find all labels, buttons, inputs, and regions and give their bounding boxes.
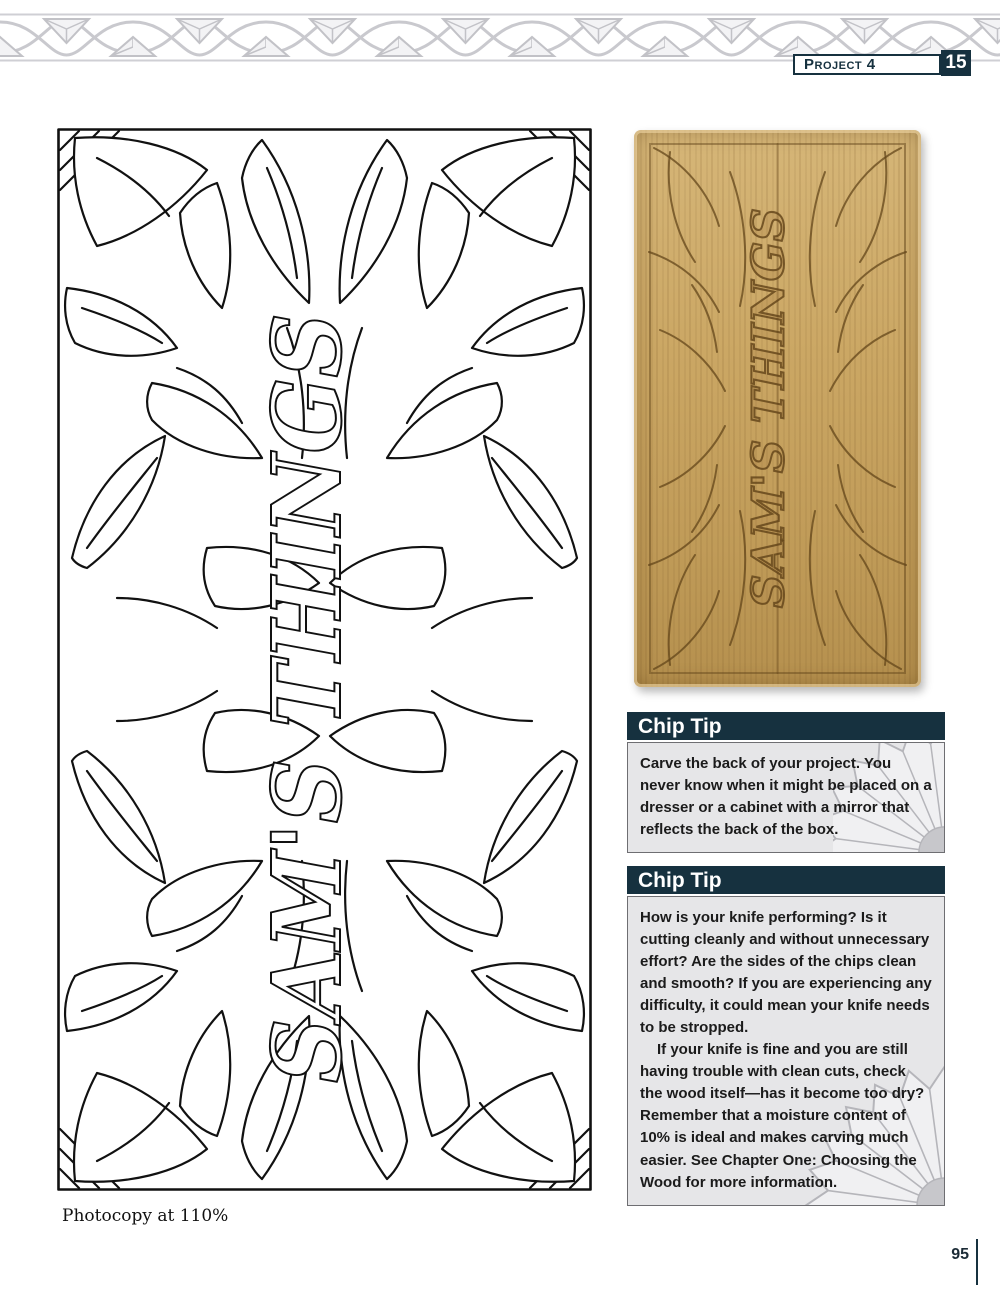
page-badge: 15 — [941, 50, 971, 76]
project-header — [793, 50, 971, 76]
carved-leaves-overlay-icon — [634, 130, 921, 687]
chip-tip-body — [627, 742, 945, 853]
chip-tip-box-1 — [627, 712, 945, 853]
page-number: 95 — [951, 1246, 969, 1263]
pattern-caption: Photocopy at 110% — [62, 1206, 229, 1226]
pattern-figure — [57, 128, 592, 1226]
chip-tip-title: Chip Tip — [627, 712, 945, 742]
project-label-box — [793, 54, 941, 75]
pattern-text: SAM'S THINGS — [251, 263, 363, 1083]
chip-tip-box-2 — [627, 866, 945, 1206]
chip-tip-text: Carve the back of your project. You never know when it might be placed on a dresser or a cabinet with a mirror that reflects the back of the box. — [640, 755, 932, 839]
chip-tip-title: Chip Tip — [627, 866, 945, 896]
page-footer — [951, 1238, 978, 1286]
chip-tip-text: If your knife is fine and you are still having trouble with clean cuts, check the wood itself—has it become too dry? Remember that a moisture content of 10% is ideal and makes carving much easier. See Chapter One: Choosing the Wood for more information. — [640, 1041, 925, 1191]
carving-pattern-drawing — [57, 128, 592, 1191]
footer-rule — [976, 1239, 978, 1285]
carved-panel-photo — [634, 130, 921, 687]
project-label: Project 4 — [804, 56, 876, 73]
chip-tip-text: How is your knife performing? Is it cutting cleanly and without unnecessary effort? Are the sides of the chips clean and smooth? If you are experiencing any difficulty, it could mean your knife needs to be stropped. — [640, 909, 932, 1037]
carved-panel-text: SAM'S THINGS — [743, 228, 795, 608]
chip-tip-body — [627, 896, 945, 1206]
